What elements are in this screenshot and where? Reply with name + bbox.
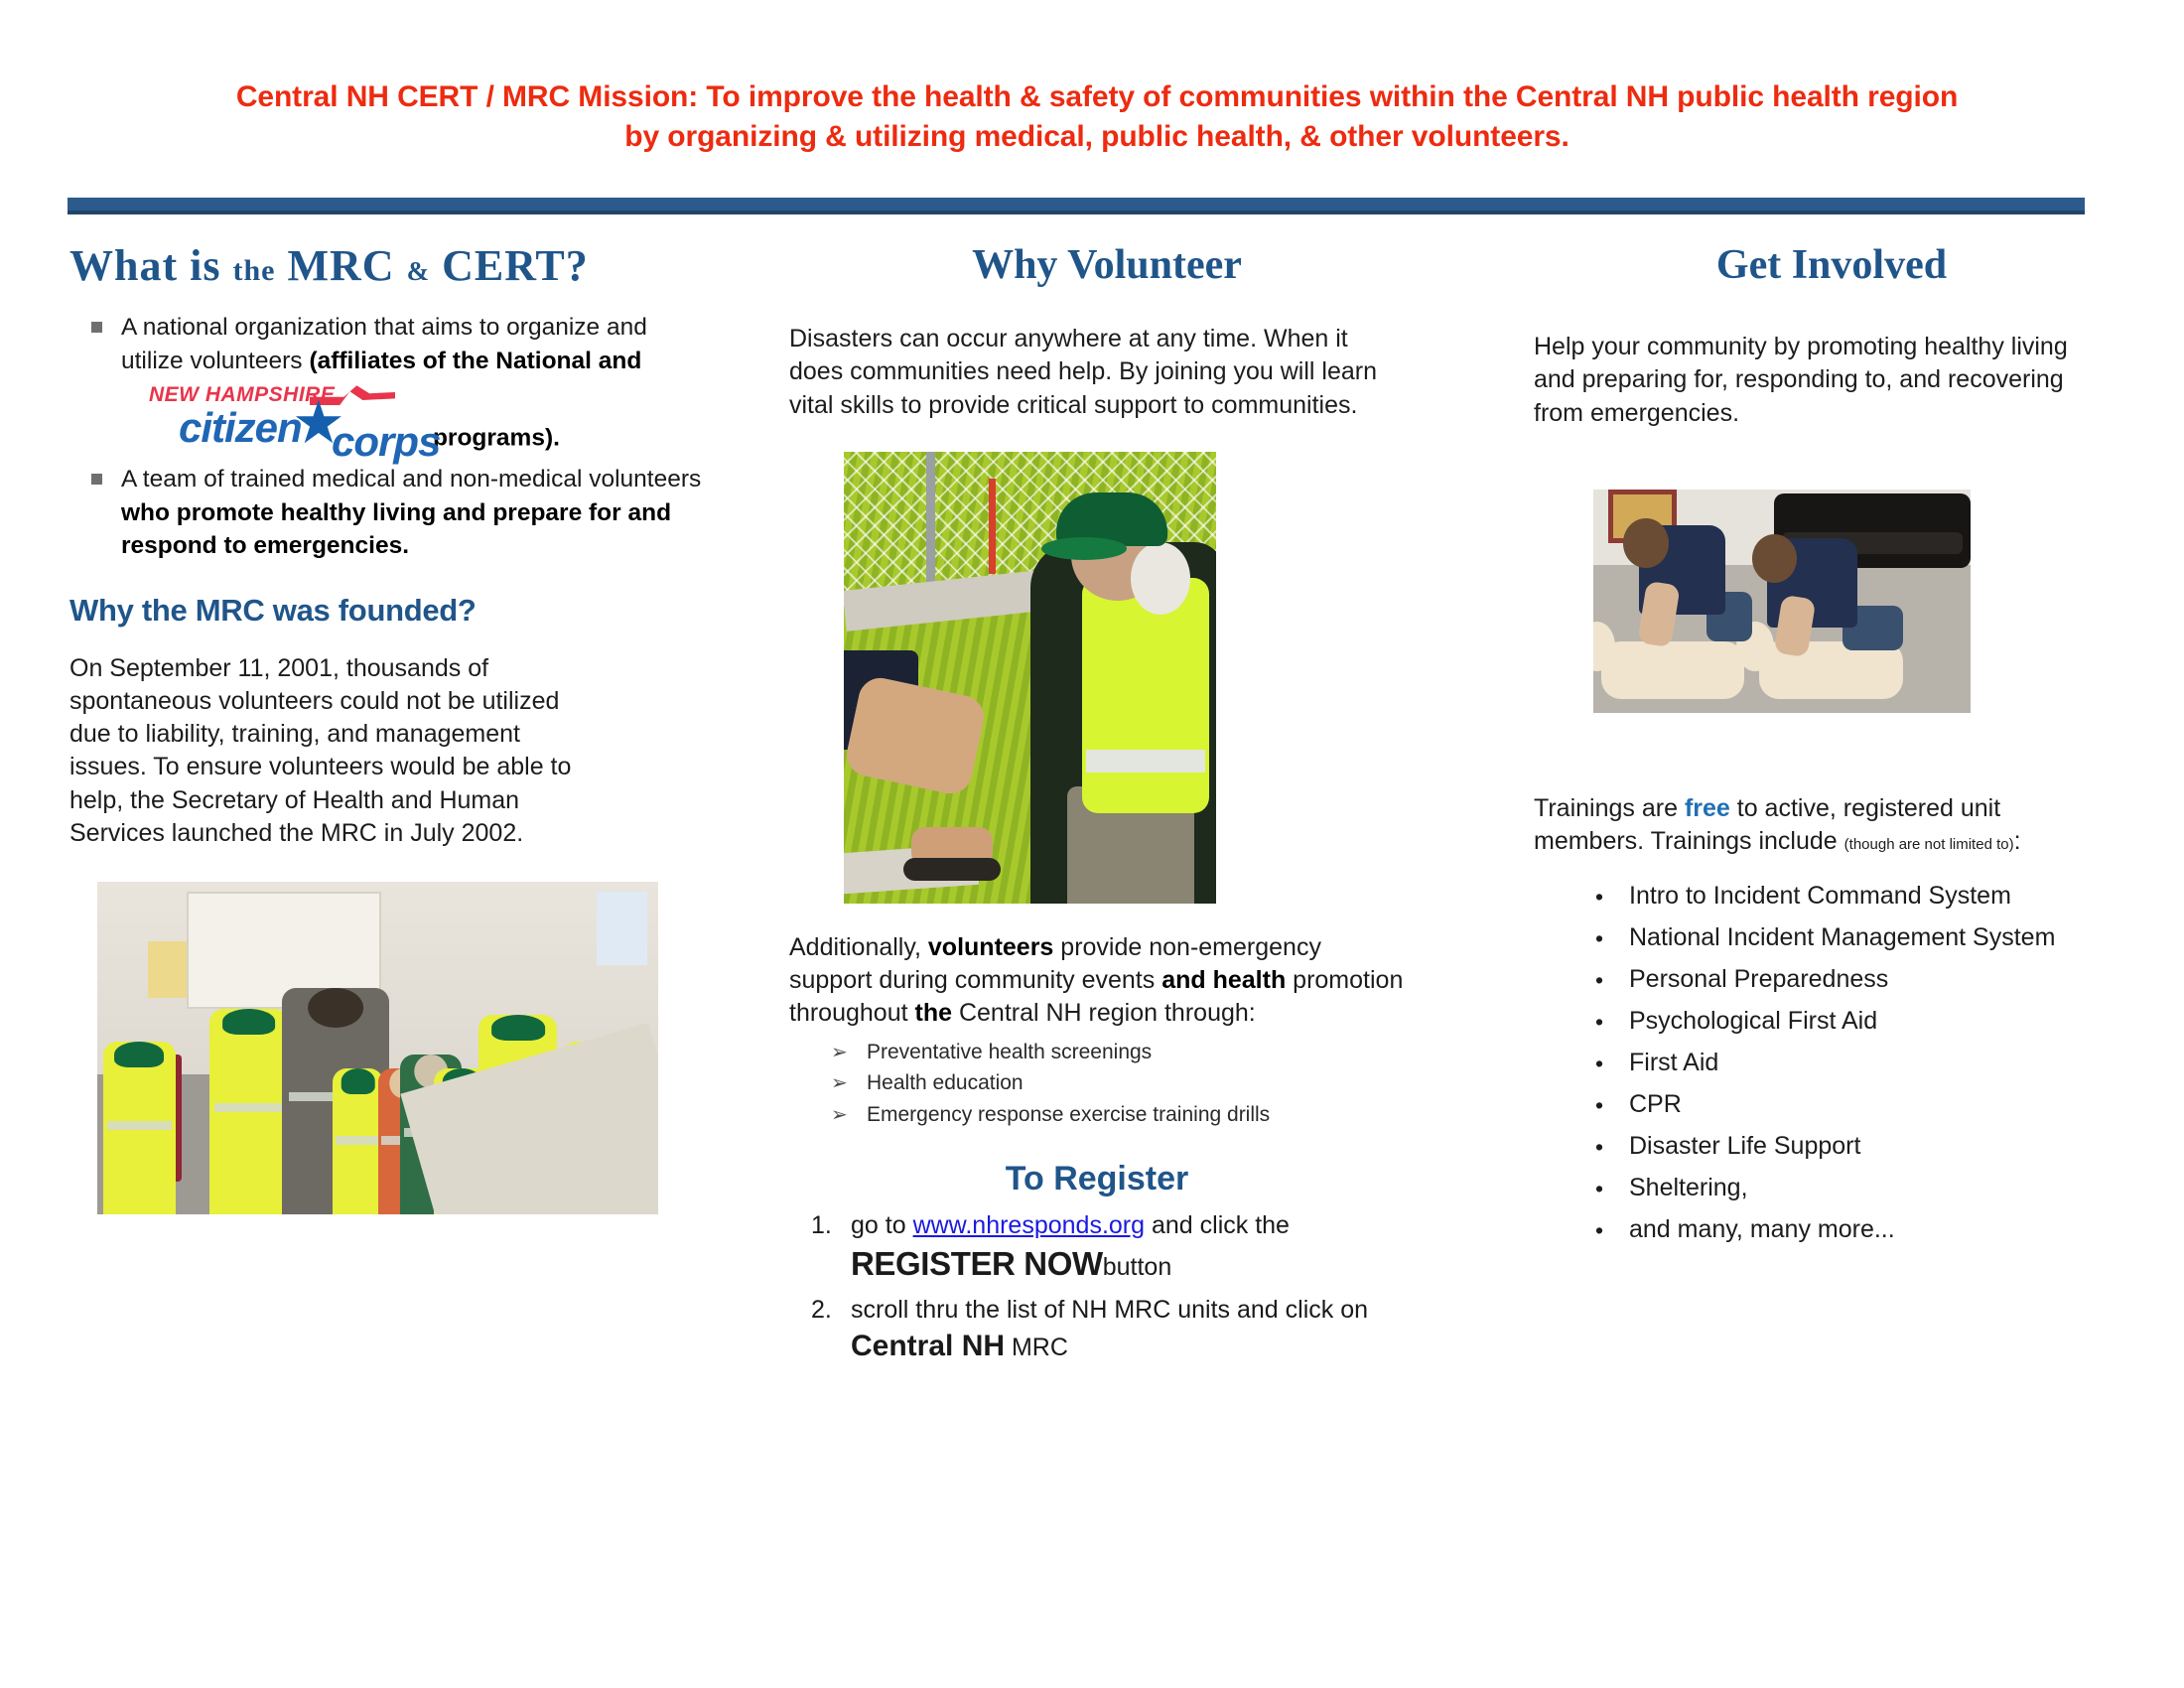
arrow-bullet-icon: ➢ <box>831 1103 848 1126</box>
step1-go-to: go to <box>851 1211 906 1240</box>
heading-what-is: What is <box>69 241 221 290</box>
heading-cert: CERT? <box>442 241 589 290</box>
logo-corps-text: corps <box>332 418 441 466</box>
arrow-bullet-icon: ➢ <box>831 1041 848 1063</box>
additional-support-paragraph <box>789 931 1405 1031</box>
register-now-button-label: REGISTER NOW <box>851 1245 1103 1283</box>
trainings-paragraph <box>1534 792 2070 859</box>
training-label: First Aid <box>1629 1049 1719 1077</box>
step2-scroll-text: scroll thru the list of NH MRC units and click <box>851 1295 1334 1324</box>
photo-cert-training-class <box>97 882 658 1214</box>
services-list <box>789 1037 1425 1131</box>
heading-ampersand: & <box>406 256 431 286</box>
list-item <box>1534 965 2129 994</box>
step1-button-word: button <box>1102 1253 1172 1282</box>
why-volunteer-paragraph: Disasters can occur anywhere at any time. When it does communities need help. By joining you will learn vital skills to provide critical support to communities. <box>789 325 1377 419</box>
step2-on: on <box>1340 1295 1369 1324</box>
photo-window <box>597 892 647 965</box>
photo-person <box>209 1009 288 1215</box>
list-item <box>789 1293 1425 1367</box>
training-label: Sheltering, <box>1629 1174 1748 1202</box>
get-involved-paragraph: Help your community by promoting healthy living and preparing for, responding to, and recovering from emergencies. <box>1534 333 2068 427</box>
step2-mrc: MRC <box>1011 1333 1068 1361</box>
logo-new-hampshire-text: NEW HAMPSHIRE <box>149 383 336 407</box>
column-what-is-mrc-cert <box>69 243 705 1214</box>
dot-bullet-icon: • <box>1595 884 1604 911</box>
section-heading-get-involved: Get Involved <box>1715 242 1948 288</box>
text-and-health: and health <box>1161 966 1287 995</box>
list-item <box>1534 882 2129 911</box>
photo-fence-post <box>926 452 935 588</box>
header-divider-bar <box>68 198 2085 214</box>
mission-statement <box>109 77 2085 157</box>
photo-vest-reflective-strip <box>1086 750 1205 773</box>
dot-bullet-icon: • <box>1595 925 1604 952</box>
dot-bullet-icon: • <box>1595 1134 1604 1161</box>
service-label: Preventative health screenings <box>867 1040 1153 1063</box>
nhresponds-link[interactable]: www.nhresponds.org <box>912 1211 1146 1240</box>
text-registered-members: to active, registered unit members. Trainings include <box>1534 793 2001 856</box>
section-heading-why-founded: Why the MRC was founded? <box>69 592 477 628</box>
column-get-involved <box>1534 243 2129 1257</box>
text-trainings-are: Trainings are <box>1534 793 1678 822</box>
section-heading-to-register: To Register <box>1005 1160 1189 1198</box>
photo-patient-sandal <box>903 858 1001 881</box>
list-item <box>789 1037 1425 1068</box>
training-label: Intro to Incident Command System <box>1629 882 2011 911</box>
photo-person <box>333 1068 383 1214</box>
mission-line-1: Central NH CERT / MRC Mission: To improve the health & safety of communities within the Central NH public health region <box>235 80 1959 113</box>
page-title <box>69 243 705 289</box>
nh-citizen-corps-logo <box>143 379 441 466</box>
square-bullet-icon <box>91 322 102 333</box>
column-why-volunteer <box>789 243 1425 1373</box>
training-label: National Incident Management System <box>1629 923 2056 952</box>
bullet-text-affiliates: (affiliates of the National and <box>309 347 642 374</box>
list-item <box>1534 1090 2129 1119</box>
registration-steps <box>789 1208 1425 1367</box>
list-item <box>1534 923 2129 952</box>
trainings-list <box>1534 882 2129 1244</box>
text-additionally: Additionally, <box>789 932 921 961</box>
photo-cpr-manikin <box>1601 641 1744 700</box>
heading-the: the <box>232 254 276 287</box>
text-the: the <box>914 999 952 1028</box>
photo-volunteer-hair <box>1131 542 1190 615</box>
arrow-bullet-icon: ➢ <box>831 1072 848 1095</box>
central-nh-unit-label: Central NH <box>851 1329 1006 1362</box>
dot-bullet-icon: • <box>1595 1217 1604 1244</box>
photo-trainee-head <box>1623 518 1669 568</box>
photo-cpr-training <box>1593 490 1971 713</box>
list-item <box>69 463 705 563</box>
mission-line-2: by organizing & utilizing medical, public health, & other volunteers. <box>624 119 1570 153</box>
star-icon: ★ <box>292 389 345 457</box>
list-item <box>789 1208 1425 1287</box>
training-label: Disaster Life Support <box>1629 1132 1861 1161</box>
text-colon: : <box>2013 827 2021 856</box>
service-label: Health education <box>867 1071 1024 1095</box>
list-item <box>1534 1174 2129 1202</box>
text-not-limited-note: (though are not limited to) <box>1843 836 2014 854</box>
logo-citizen-text: citizen <box>179 404 302 452</box>
bullet-text-programs: programs). <box>432 424 560 452</box>
list-item <box>69 311 705 466</box>
dot-bullet-icon: • <box>1595 1092 1604 1119</box>
training-label: and many, many more... <box>1629 1215 1895 1244</box>
list-item <box>1534 1215 2129 1244</box>
photo-volunteer-vest-panel <box>1171 659 1209 795</box>
bullet-text-national-org: A national organization that aims to organize and utilize volunteers <box>121 314 647 374</box>
bullet-text-promote-healthy: who promote healthy living and prepare for and respond to emergencies. <box>121 498 672 560</box>
dot-bullet-icon: • <box>1595 1009 1604 1036</box>
photo-person <box>103 1042 176 1214</box>
dot-bullet-icon: • <box>1595 967 1604 994</box>
training-label: Psychological First Aid <box>1629 1007 1878 1036</box>
photo-cap-brim <box>1041 537 1127 560</box>
dot-bullet-icon: • <box>1595 1051 1604 1077</box>
photo-sticky-note <box>148 941 188 998</box>
list-item <box>1534 1132 2129 1161</box>
heading-mrc: MRC <box>287 241 395 290</box>
text-central-nh-region: Central NH region through: <box>958 999 1256 1028</box>
square-bullet-icon <box>91 474 102 485</box>
photo-trainee-head <box>1752 534 1798 584</box>
bullet-text-trained-team: A team of trained medical and non-medical volunteers <box>121 466 702 493</box>
training-label: Personal Preparedness <box>1629 965 1889 994</box>
photo-red-pole <box>989 479 996 574</box>
training-label: CPR <box>1629 1090 1682 1119</box>
section-heading-why-volunteer: Why Volunteer <box>972 242 1242 288</box>
text-provide-support: provide non-emergency support during community events <box>789 932 1321 995</box>
service-label: Emergency response exercise training drills <box>867 1102 1271 1126</box>
step1-and-click: and click the <box>1151 1211 1290 1240</box>
text-free-highlight: free <box>1684 793 1730 822</box>
photo-volunteer-treating-foot <box>844 452 1216 904</box>
text-promotion: promotion throughout <box>789 966 1404 1028</box>
mrc-definition-list <box>69 311 705 563</box>
list-item <box>789 1067 1425 1099</box>
list-item <box>1534 1049 2129 1077</box>
founded-paragraph: On September 11, 2001, thousands of spontaneous volunteers could not be utilized due to liability, training, and management issues. To ensure volunteers would be able to help, the Secretary of Health and Human Services launched the MRC in July 2002. <box>69 653 572 847</box>
list-item <box>1534 1007 2129 1036</box>
dot-bullet-icon: • <box>1595 1176 1604 1202</box>
list-item <box>789 1099 1425 1131</box>
text-volunteers: volunteers <box>927 932 1054 961</box>
